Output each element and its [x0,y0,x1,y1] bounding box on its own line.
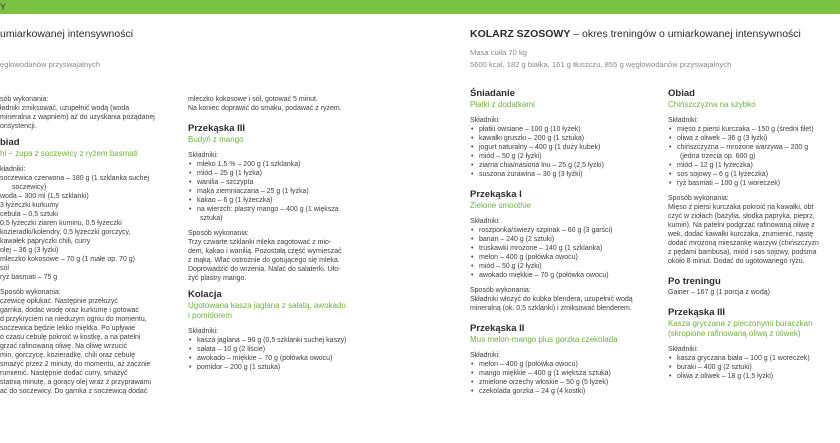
ingredient-item: (jedna trzecia op. 600 g) [680,153,756,160]
top-accent-bar [0,0,840,14]
prep-text-line: kumin). Na patelni podgrzać rafinowaną oliwę z [668,222,815,229]
prep-label: Sposób wykonania: [0,289,61,296]
ingredient-item: cebula – 0,5 sztuki [0,211,58,218]
ingredients-label: Składniki: [188,328,218,335]
body-mass: Masa ciała 70 kg [470,48,527,57]
prep-text-line: smażyć przez 2 minuty, do momentu, aż zacznie [0,361,151,368]
prep-text-line: ać do soczewicy. Do garnka z soczewicą dodać [0,388,148,395]
right-column-c [470,88,650,396]
dish-title: i pomidorem [188,311,233,320]
ingredient-item: • mięso z piersi kurczaka – 150 g (średni filet) [668,125,840,134]
prep-text-line: dem, kakao i wanilią. Pozostałą część wymieszać [188,248,342,255]
dish-title: Chińszczyzna na szybko [668,100,756,109]
left-column-a [0,95,172,396]
ingredient-item: • miód – 50 g (2 łyżki) [470,262,650,271]
prep-text-line: onsystencji. [0,123,37,130]
ingredient-item: • sałata – 10 g (2 liście) [188,345,388,354]
ingredient-item: • chińszczyzna – mrożone warzywa – 200 g [668,143,840,152]
ingredient-item: • kawałki gruszki – 200 g (1 sztuka) [470,134,650,143]
ingredient-item: sól [0,265,9,272]
prep-text-line: garnka, dodać wodę oraz kurkumę i gotować [0,307,139,314]
ingredient-item: • pomidor – 200 g (1 sztuka) [188,363,388,372]
ingredients-label: Składniki: [470,218,500,225]
ingredient-item: olej – 36 g (3 łyżki) [0,247,59,254]
section-heading-przekaska-iii: Przekąska III [668,307,726,318]
prep-text-line: wek, dodać kawałki kurczaka, zrumienić, nastę [668,231,814,238]
ingredient-item: • miód – 25 g (1 łyżka) [188,169,388,178]
ingredient-item: • banan – 240 g (2 sztuki) [470,235,650,244]
dish-title: Ugotowana kasza jaglana z sałatą, awokado [188,301,346,310]
ingredient-item: • awokado – miękkie – 70 g (połówka owocu) [188,354,388,363]
ingredient-item: kozieradki/kolendry, 0,5 łyżeczki gorczycy, [0,229,131,236]
section-heading-kolacja: Kolacja [188,289,222,300]
ingredient-item: • buraki – 400 g (2 sztuki) [668,363,840,372]
prep-text-line: min, gorczycę, kozieradkę, chili oraz cebulę [0,352,136,359]
ingredient-item: • miód – 12 g (1 łyżeczka) [668,161,840,170]
macro-summary: 5600 kcal, 182 g białka, 161 g tłuszczu, 855 g węglowodanów przyswajalnych [470,60,732,69]
prep-text-line: żyć plastry mango. [188,275,247,282]
left-page-subtitle: ęglowodanów przyswajalnych [0,60,101,69]
ingredient-item: sztuka) [200,215,223,222]
right-column-d [668,88,840,381]
ingredient-item: soczewica czerwona – 180 g (1 szklanka suchej [0,175,150,182]
prep-text-line: d przykryciem na niedużym ogniu do momentu, [0,316,147,323]
ingredient-item: • awokado miękkie – 70 g (połówka owocu) [470,271,650,280]
prep-text-line: ładniki zmiksować, uzupełnić wodą (woda [0,105,130,112]
ingredient-item: • kakao – 6 g (1 łyżeczka) [188,196,388,205]
ingredient-item: • roszponka/świeży szpinak – 60 g (3 garści) [470,226,650,235]
ingredient-item: • truskawki mrożone – 140 g (1 szklanka) [470,244,650,253]
ingredient-item: 0,5 łyżeczki ziaren kuminu, 0,5 łyżeczki [0,220,122,227]
prep-label: Sposób wykonania: [470,287,531,294]
prep-text-line: z pędami bambusa), miód i sos sojowy, podsma [668,249,817,256]
header-fragment: Y [0,2,7,12]
ingredients-label: Składniki: [668,346,698,353]
prep-text-line: Składniki włożyć do kubka blendera, uzupełnić wodą [470,296,633,303]
prep-text-line: Mięso z piersi kurczaka pokroić na kawałki, obt [668,204,814,211]
ingredients-label: Składniki: [188,152,218,159]
ingredient-item: • oliwa z oliwek – 18 g (1,5 łyżki) [668,372,840,381]
ingredient-item: • mleko 1,5 % – 200 g (1 szklanka) [188,160,388,169]
prep-text-line: dodać mrożoną mieszankę warzyw (chińszczyzn [668,240,819,247]
ingredient-item: • suszona żurawina – 30 g (3 łyżki) [470,170,650,179]
prep-text-line: Trzy czwarte szklanki mleka zagotować z mio- [188,239,332,246]
ingredient-item: woda – 300 ml (1,5 szklanki) [0,193,89,200]
dish-title: Zielone smoothie [470,201,531,210]
dish-title: Mus melon-mango plus gorzka czekolada [470,335,618,344]
prep-label: sób wykonania: [0,96,49,103]
ingredients-label: kładniki: [0,166,26,173]
ingredient-item: soczewicy) [12,184,47,191]
ingredient-item: • melon – 400 g (połówka owocu) [470,360,650,369]
prep-label: Sposób wykonania: [188,230,249,237]
ingredient-item: • melon – 400 g (połówka owocu) [470,253,650,262]
prep-text-line: o czasu cebulę pokroić w kostkę, a na patelni [0,334,141,341]
prep-label: Sposób wykonania: [668,195,729,202]
section-heading-przekaska-i: Przekąska I [470,189,522,200]
prep-text-line: rumienić. Następnie dodać curry, smażyć [0,370,128,377]
dish-title: hl – zupa z soczewicy z ryżem basmati [0,149,138,158]
ingredient-item: mleczko kokosowe – 70 g (1 małe op. 70 g) [0,256,136,263]
section-heading-obiad: Obiad [668,88,695,99]
section-heading-sniadanie: Śniadanie [470,88,515,99]
ingredient-item: • oliwa z oliwek – 36 g (3 łyżki) [668,134,840,143]
prep-text-line: czewicę opłukać. Następnie przełożyć [0,298,118,305]
section-heading-przekaska-iii: Przekąska III [188,123,246,134]
dish-title: Płatki z dodatkami [470,100,535,109]
ingredient-item: • sos sojowy – 6 g (1 łyżeczka) [668,170,840,179]
prep-text-line: mleczko kokosowe i sól, gotować 5 minut. [188,96,318,103]
prep-text-line: około 8 minut. Dodać do ugotowanego ryżu. [668,258,805,265]
prep-text-line: czyć w ziołach (bazylia, słodka papryka, pieprz, [668,213,815,220]
ingredient-item: • mąka ziemniaczana – 25 g (1 łyżka) [188,187,388,196]
ingredient-item: kawałek papryczki chili, curry [0,238,91,245]
ingredient-item: • zmielone orzechy włoskie – 50 g (5 łyżek) [470,378,650,387]
dish-title: Kasza gryczana z pieczonymi buraczkan [668,319,813,328]
left-page-title: umiarkowanej intensywności [0,28,134,40]
ingredient-item: • kasza gryczana biała – 100 g (1 woreczek) [668,354,840,363]
prep-text-line: z mąką. Wlać ostrożnie do gotującego się mleka. [188,257,340,264]
ingredient-item: • ziarna chia/nasiona lnu – 25 g (2,5 łyżki) [470,161,650,170]
section-heading-obiad: biad [0,137,20,148]
prep-text-line: statnią minutę, a gorący olej wraz z przyprawami [0,379,151,386]
prep-text-line: mineralna z wapniem) aż do uzyskania pożądanej [0,114,155,121]
title-bold: KOLARZ SZOSOWY [470,28,571,40]
left-column-b [188,95,388,372]
ingredients-label: Składniki: [470,352,500,359]
prep-text-line: grzać rafinowaną oliwę. Na oliwę wrzucić [0,343,128,350]
right-page-title [470,28,801,41]
post-training-text: Gainer – 167 g (1 porcja z wodą) [668,289,770,296]
ingredient-item: • wanilia – szczypta [188,178,388,187]
prep-text-line: Na koniec doprawić do smaku, podawać z ryżem. [188,105,342,112]
prep-text-line: mineralną (ok. 0,5 szklanki) i zmiksować blenderem. [470,305,632,312]
section-heading-przekaska-ii: Przekąska II [470,323,525,334]
ingredient-item: • kasza jaglana – 90 g (0,5 szklanki suchej kaszy) [188,336,388,345]
dish-title: (skropione rafinowaną oliwą z oliwek) [668,329,801,338]
ingredient-item: • na wierzch: plastry mango – 400 g (1 większa [188,205,388,214]
ingredient-item: ryż basmati – 75 g [0,274,58,281]
ingredient-item: • płatki owsiane – 100 g (10 łyżek) [470,125,650,134]
ingredient-item: • mango miękkie – 400 g (1 większa sztuka) [470,369,650,378]
dish-title: Budyń z mango [188,135,244,144]
ingredient-item: • czekolada gorzka – 24 g (4 kostki) [470,387,650,396]
ingredients-label: Składniki: [470,117,500,124]
ingredient-item: • miód – 50 g (2 łyżki) [470,152,650,161]
ingredient-item: • jogurt naturalny – 400 g (1 duży kubek) [470,143,650,152]
ingredient-item: • ryż basmati – 100 g (1 woreczek) [668,179,840,188]
ingredients-label: Składniki: [668,117,698,124]
ingredient-item: 3 łyżeczki kurkumy [0,202,59,209]
prep-text-line: soczewica będzie lekko miękka. Po upływie [0,325,136,332]
title-rest: – okres treningów o umiarkowanej intensywności [570,28,801,40]
prep-text-line: Doprowadzić do wrzenia. Nalać do salaterki. Uło- [188,266,341,273]
section-heading-po-treningu: Po treningu [668,276,721,287]
